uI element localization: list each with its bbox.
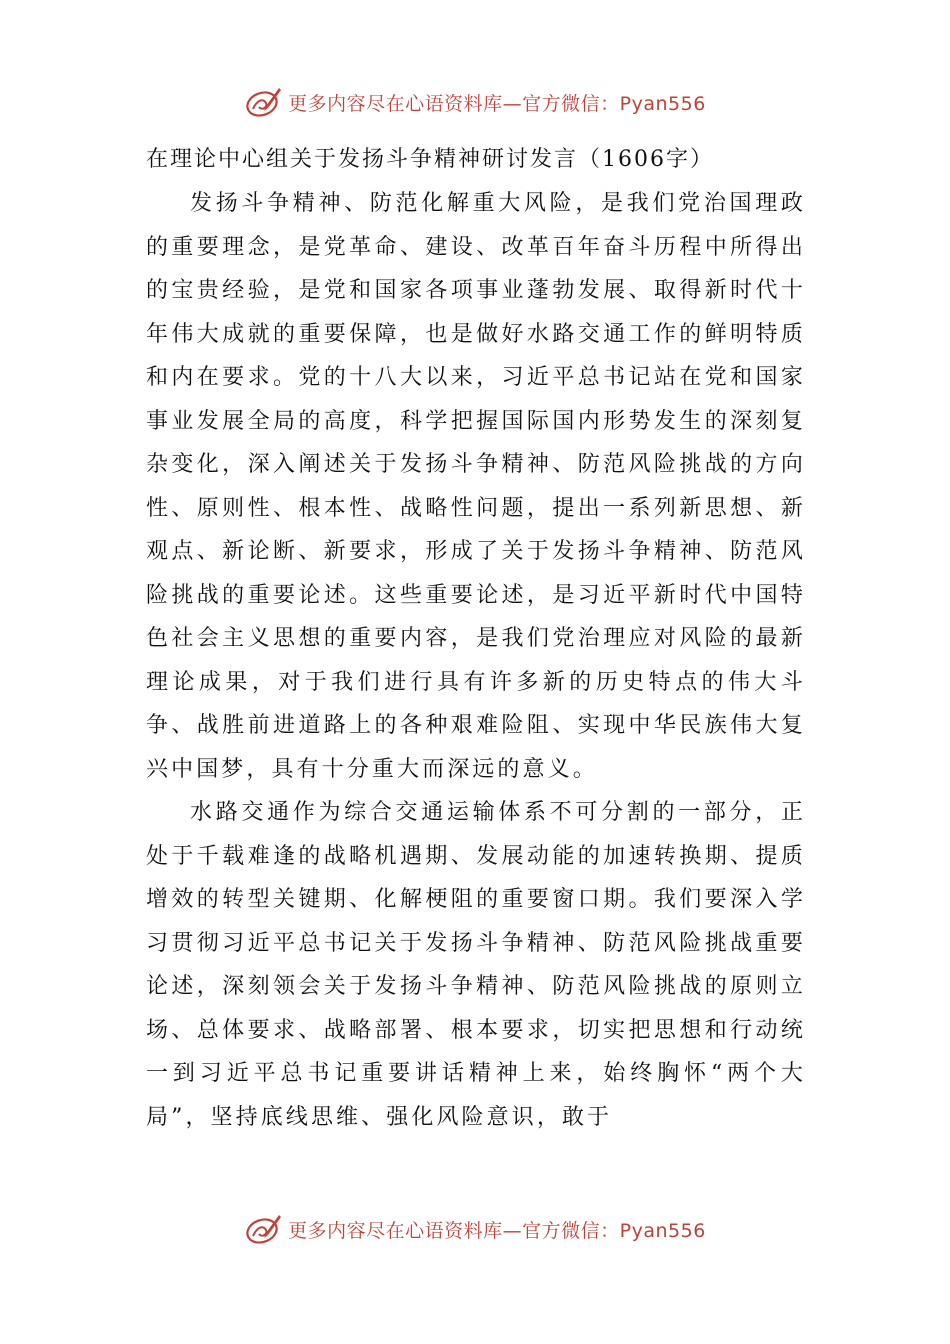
paragraph-1: 发扬斗争精神、防范化解重大风险，是我们党治国理政的重要理念，是党革命、建设、改革百年奋斗历程中所得出的宝贵经验，是党和国家各项事业蓬勃发展、取得新时代十年伟大成就的重要保障，也是做好水路交通工作的鲜明特质和内在要求。党的十八大以来，习近平总书记站在党和国家事业发展全局的高度，科学把握国际国内形势发生的深刻复杂变化，深入阐述关于发扬斗争精神、防范风险挑战的方向性、原则性、根本性、战略性问题，提出一系列新思想、新观点、新论断、新要求，形成了关于发扬斗争精神、防范风险挑战的重要论述。这些重要论述，是习近平新时代中国特色社会主义思想的重要内容，是我们党治理应对风险的最新理论成果，对于我们进行具有许多新的历史特点的伟大斗争、战胜前进道路上的各种艰难险阻、实现中华民族伟大复兴中国梦，具有十分重大而深远的意义。 <box>146 191 806 782</box>
header-banner <box>0 80 950 124</box>
document-title: 在理论中心组关于发扬斗争精神研讨发言（1606字） <box>146 147 714 172</box>
pen-signature-icon <box>244 1209 284 1249</box>
footer-banner <box>0 1207 950 1251</box>
paragraph-2: 水路交通作为综合交通运输体系不可分割的一部分，正处于千载难逢的战略机遇期、发展动能的加速转换期、提质增效的转型关键期、化解梗阻的重要窗口期。我们要深入学习贯彻习近平总书记关于发扬斗争精神、防范风险挑战重要论述，深刻领会关于发扬斗争精神、防范风险挑战的原则立场、总体要求、战略部署、根本要求，切实把思想和行动统一到习近平总书记重要讲话精神上来，始终胸怀“两个大局”，坚持底线思维、强化风险意识，敢于 <box>146 800 806 1130</box>
header-banner-text: 更多内容尽在心语资料库—官方微信：Pyan556 <box>288 92 706 115</box>
document-body <box>146 138 806 1139</box>
footer-banner-text: 更多内容尽在心语资料库—官方微信：Pyan556 <box>288 1219 706 1242</box>
pen-signature-icon <box>244 82 284 122</box>
